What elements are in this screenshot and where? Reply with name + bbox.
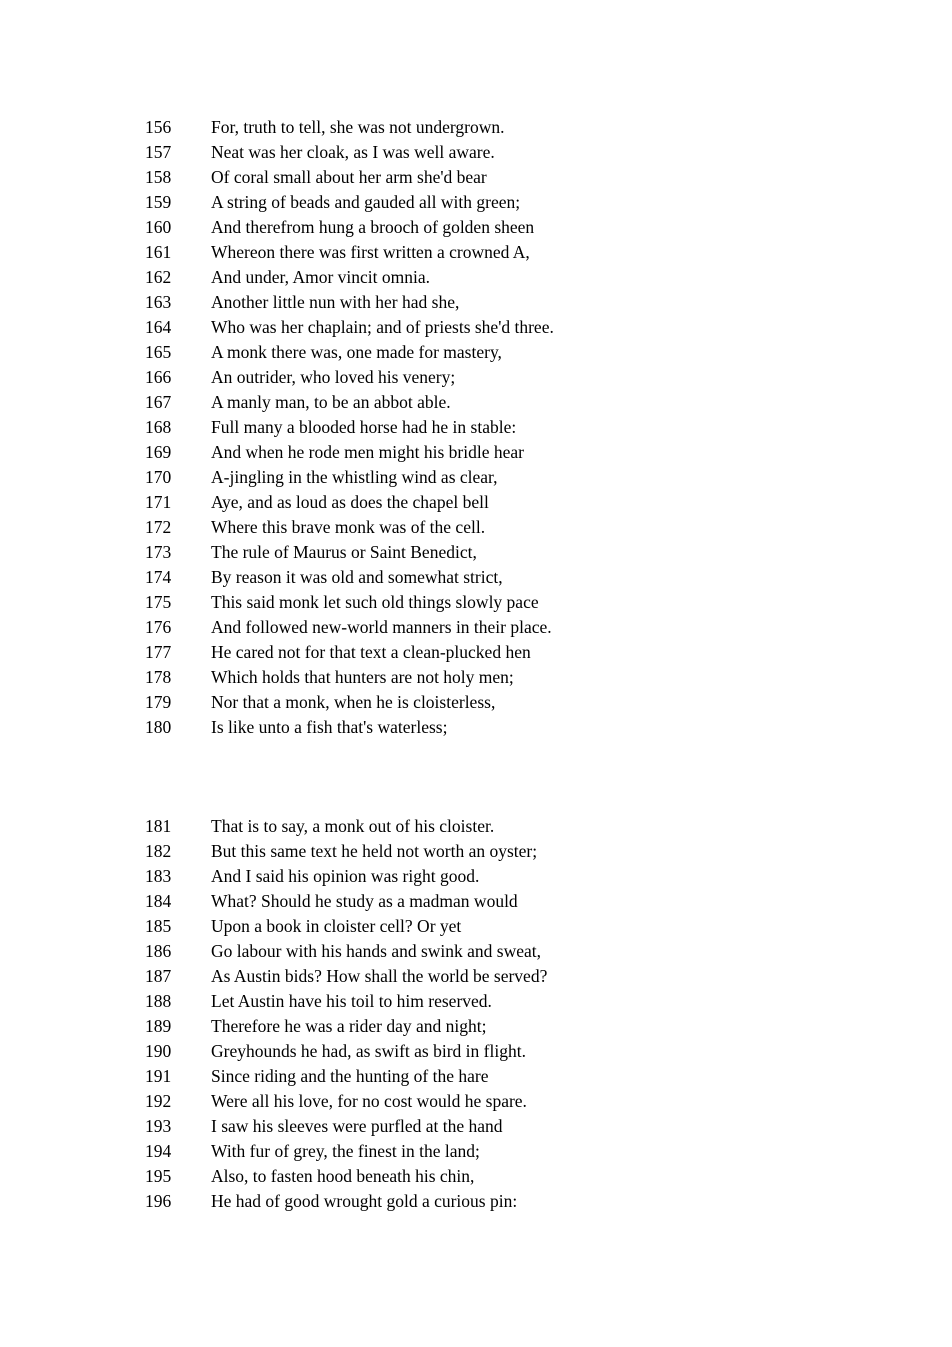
line-text: Another little nun with her had she, [211,292,460,312]
line-text: For, truth to tell, she was not undergrown. [211,117,505,137]
poem-line [0,715,952,740]
line-text: I saw his sleeves were purfled at the hand [211,1116,503,1136]
line-text: A monk there was, one made for mastery, [211,342,502,362]
line-text: Of coral small about her arm she'd bear [211,167,487,187]
poem-line [0,215,952,240]
line-text: As Austin bids? How shall the world be served? [211,966,548,986]
line-text: An outrider, who loved his venery; [211,367,456,387]
stanza-2 [0,814,952,1214]
line-number: 185 [145,916,172,936]
line-text: Aye, and as loud as does the chapel bell [211,492,489,512]
line-text: And followed new-world manners in their place. [211,617,552,637]
poem-line [0,989,952,1014]
line-number: 156 [145,117,172,137]
line-number: 177 [145,642,172,662]
line-number: 190 [145,1041,172,1061]
poem-line [0,565,952,590]
line-number: 183 [145,866,172,886]
poem-line [0,315,952,340]
line-text: Full many a blooded horse had he in stable: [211,417,517,437]
line-number: 171 [145,492,172,512]
line-number: 178 [145,667,172,687]
line-number: 191 [145,1066,172,1086]
line-number: 165 [145,342,172,362]
poem-line [0,415,952,440]
line-text: Greyhounds he had, as swift as bird in flight. [211,1041,526,1061]
line-text: And I said his opinion was right good. [211,866,480,886]
poem-line [0,964,952,989]
line-text: Where this brave monk was of the cell. [211,517,486,537]
poem-line [0,265,952,290]
poem-line [0,465,952,490]
line-number: 159 [145,192,172,212]
line-text: And when he rode men might his bridle hear [211,442,524,462]
poem-line [0,1164,952,1189]
poem-line [0,590,952,615]
poem-line [0,1139,952,1164]
line-number: 172 [145,517,172,537]
poem-line [0,665,952,690]
poem-line [0,390,952,415]
poem-line [0,340,952,365]
line-text: Let Austin have his toil to him reserved. [211,991,492,1011]
poem-line [0,1014,952,1039]
poem-line [0,839,952,864]
line-text: A string of beads and gauded all with green; [211,192,521,212]
line-number: 161 [145,242,172,262]
line-number: 193 [145,1116,172,1136]
line-text: And therefrom hung a brooch of golden sheen [211,217,535,237]
line-number: 189 [145,1016,172,1036]
poem-line [0,490,952,515]
poem-line [0,1089,952,1114]
line-text: Go labour with his hands and swink and sweat, [211,941,542,961]
line-number: 169 [145,442,172,462]
line-text: With fur of grey, the finest in the land; [211,1141,480,1161]
line-number: 160 [145,217,172,237]
poem-line [0,1114,952,1139]
line-number: 195 [145,1166,172,1186]
line-text: He cared not for that text a clean-plucked hen [211,642,531,662]
line-number: 184 [145,891,172,911]
line-text: Is like unto a fish that's waterless; [211,717,448,737]
line-number: 168 [145,417,172,437]
stanza-1 [0,115,952,740]
line-text: That is to say, a monk out of his cloister. [211,816,495,836]
line-number: 192 [145,1091,172,1111]
line-text: Since riding and the hunting of the hare [211,1066,489,1086]
poem-line [0,540,952,565]
line-text: But this same text he held not worth an oyster; [211,841,538,861]
line-number: 164 [145,317,172,337]
poem-line [0,939,952,964]
line-text: This said monk let such old things slowly pace [211,592,539,612]
poem-line [0,864,952,889]
line-number: 187 [145,966,172,986]
poem-line [0,240,952,265]
line-text: A manly man, to be an abbot able. [211,392,451,412]
poem-line [0,814,952,839]
line-number: 186 [145,941,172,961]
line-number: 173 [145,542,172,562]
line-text: And under, Amor vincit omnia. [211,267,430,287]
line-number: 170 [145,467,172,487]
line-number: 196 [145,1191,172,1211]
line-text: By reason it was old and somewhat strict, [211,567,503,587]
line-number: 167 [145,392,172,412]
line-number: 163 [145,292,172,312]
poem-line [0,290,952,315]
line-text: Therefore he was a rider day and night; [211,1016,487,1036]
poem-line [0,640,952,665]
line-number: 174 [145,567,172,587]
poem-line [0,690,952,715]
line-text: Were all his love, for no cost would he spare. [211,1091,527,1111]
poem-line [0,1064,952,1089]
poem-line [0,190,952,215]
line-number: 180 [145,717,172,737]
poem-line [0,914,952,939]
line-text: Nor that a monk, when he is cloisterless, [211,692,496,712]
line-number: 179 [145,692,172,712]
line-number: 158 [145,167,172,187]
line-number: 162 [145,267,172,287]
line-text: A-jingling in the whistling wind as clear, [211,467,498,487]
line-text: Upon a book in cloister cell? Or yet [211,916,462,936]
line-number: 175 [145,592,172,612]
poem-line [0,515,952,540]
line-number: 194 [145,1141,172,1161]
line-text: Neat was her cloak, as I was well aware. [211,142,495,162]
poem-line [0,615,952,640]
poem-line [0,1189,952,1214]
line-text: What? Should he study as a madman would [211,891,518,911]
line-text: He had of good wrought gold a curious pin: [211,1191,518,1211]
line-number: 188 [145,991,172,1011]
poem-line [0,165,952,190]
line-number: 176 [145,617,172,637]
poem-line [0,115,952,140]
line-number: 157 [145,142,172,162]
line-text: Which holds that hunters are not holy men; [211,667,514,687]
line-text: Also, to fasten hood beneath his chin, [211,1166,475,1186]
poem-line [0,365,952,390]
line-text: Whereon there was first written a crowned A, [211,242,530,262]
poem-line [0,889,952,914]
poem-line [0,140,952,165]
poem-line [0,440,952,465]
line-number: 181 [145,816,172,836]
line-number: 166 [145,367,172,387]
line-number: 182 [145,841,172,861]
line-text: Who was her chaplain; and of priests she'd three. [211,317,554,337]
poem-line [0,1039,952,1064]
line-text: The rule of Maurus or Saint Benedict, [211,542,477,562]
